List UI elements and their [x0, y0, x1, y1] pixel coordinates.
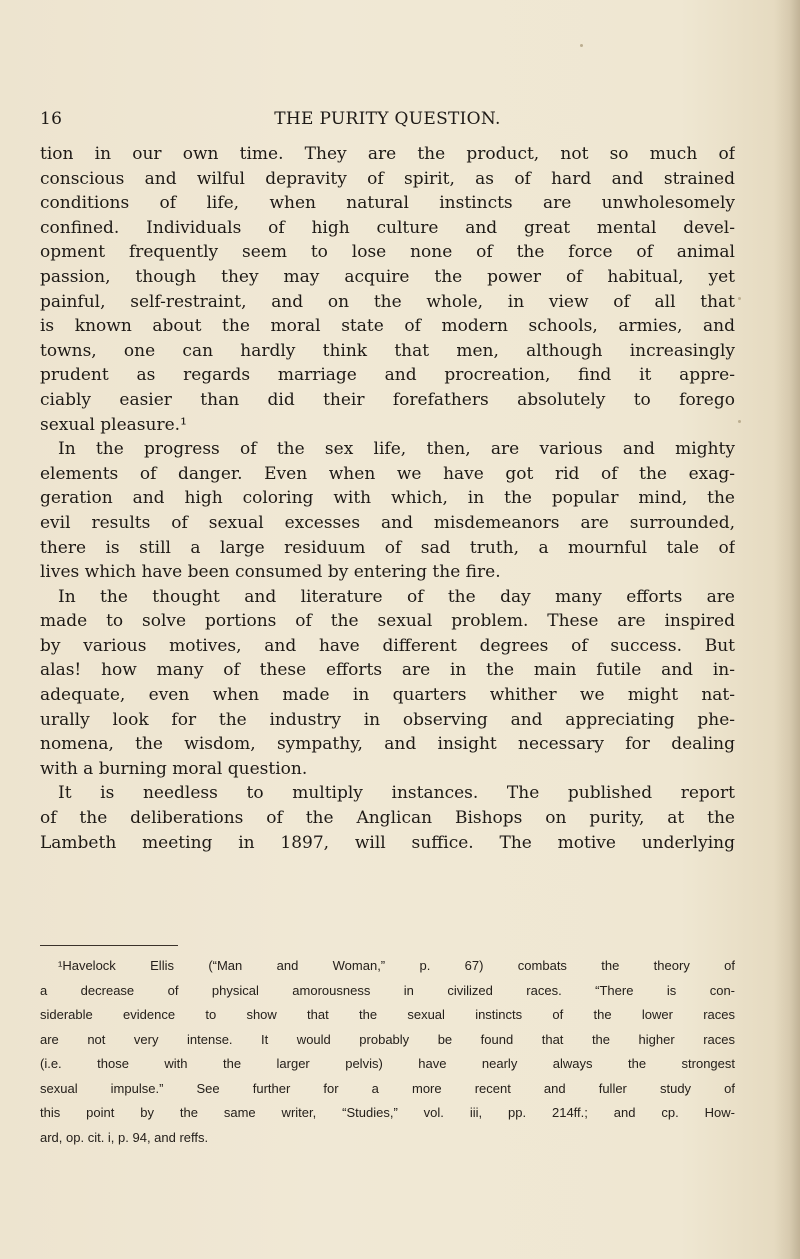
body-line: tion in our own time. They are the product, not so much of	[40, 144, 735, 164]
body-line: elements of danger. Even when we have got rid of the exag-	[40, 463, 735, 484]
page-edge-shadow	[774, 0, 800, 1259]
body-line: sexual pleasure.¹	[40, 414, 187, 435]
footnote-line: this point by the same writer, “Studies,” vol. iii, pp. 214ff.; and cp. How-	[40, 1105, 735, 1120]
body-line: towns, one can hardly think that men, although increasingly	[40, 340, 735, 361]
body-line: conscious and wilful depravity of spirit, as of hard and strained	[40, 168, 735, 189]
body-line: with a burning moral question.	[40, 758, 308, 779]
body-line: Lambeth meeting in 1897, will suffice. The motive underlying	[40, 832, 735, 853]
body-line: made to solve portions of the sexual problem. These are inspired	[40, 611, 735, 632]
footnote-line: siderable evidence to show that the sexual instincts of the lower races	[40, 1007, 735, 1022]
paper-speck	[580, 44, 583, 47]
footnote-line: a decrease of physical amorousness in civilized races. “There is con-	[40, 982, 735, 998]
body-line: opment frequently seem to lose none of the force of animal	[40, 242, 735, 263]
paragraph-start: In the thought and literature of the day many efforts are	[58, 586, 735, 607]
footnote-line: sexual impulse.” See further for a more recent and fuller study of	[40, 1080, 735, 1096]
body-line: alas! how many of these efforts are in the main futile and in-	[40, 660, 735, 681]
running-title: THE PURITY QUESTION.	[274, 109, 501, 129]
body-line: of the deliberations of the Anglican Bishops on purity, at the	[40, 808, 735, 829]
page-number: 16	[40, 109, 63, 129]
body-line: nomena, the wisdom, sympathy, and insight necessary for dealing	[40, 734, 735, 755]
footnote-line: (i.e. those with the larger pelvis) have nearly always the strongest	[40, 1056, 735, 1071]
body-line: prudent as regards marriage and procreation, find it appre-	[40, 365, 735, 386]
body-line: adequate, even when made in quarters whither we might nat-	[40, 685, 735, 706]
footnote-line: are not very intense. It would probably be found that the higher races	[40, 1031, 735, 1047]
body-line: ciably easier than did their forefathers absolutely to forego	[40, 389, 735, 410]
body-line: passion, though they may acquire the power of habitual, yet	[40, 266, 735, 287]
footnote	[40, 954, 735, 1150]
paper-speck	[738, 297, 741, 300]
body-text	[40, 142, 735, 855]
body-line: urally look for the industry in observing and appreciating phe-	[40, 709, 735, 730]
footnote-rule	[40, 945, 178, 946]
paragraph-start: It is needless to multiply instances. The published report	[58, 783, 735, 804]
body-line: geration and high coloring with which, in the popular mind, the	[40, 488, 735, 509]
running-head	[40, 109, 735, 135]
body-line: painful, self-restraint, and on the whole, in view of all that	[40, 291, 735, 312]
body-line: there is still a large residuum of sad truth, a mournful tale of	[40, 537, 735, 558]
paper-speck	[738, 420, 741, 423]
paragraph-start: In the progress of the sex life, then, are various and mighty	[58, 439, 735, 460]
body-line: confined. Individuals of high culture and great mental devel-	[40, 217, 735, 238]
body-line: conditions of life, when natural instincts are unwholesomely	[40, 193, 735, 214]
body-line: is known about the moral state of modern schools, armies, and	[40, 316, 735, 337]
body-line: lives which have been consumed by entering the fire.	[40, 562, 501, 583]
footnote-line: ard, op. cit. i, p. 94, and reffs.	[40, 1129, 209, 1145]
footnote-line: ¹Havelock Ellis (“Man and Woman,” p. 67) combats the theory of	[58, 958, 735, 973]
body-line: evil results of sexual excesses and misdemeanors are surrounded,	[40, 512, 735, 533]
body-line: by various motives, and have different degrees of success. But	[40, 635, 735, 656]
